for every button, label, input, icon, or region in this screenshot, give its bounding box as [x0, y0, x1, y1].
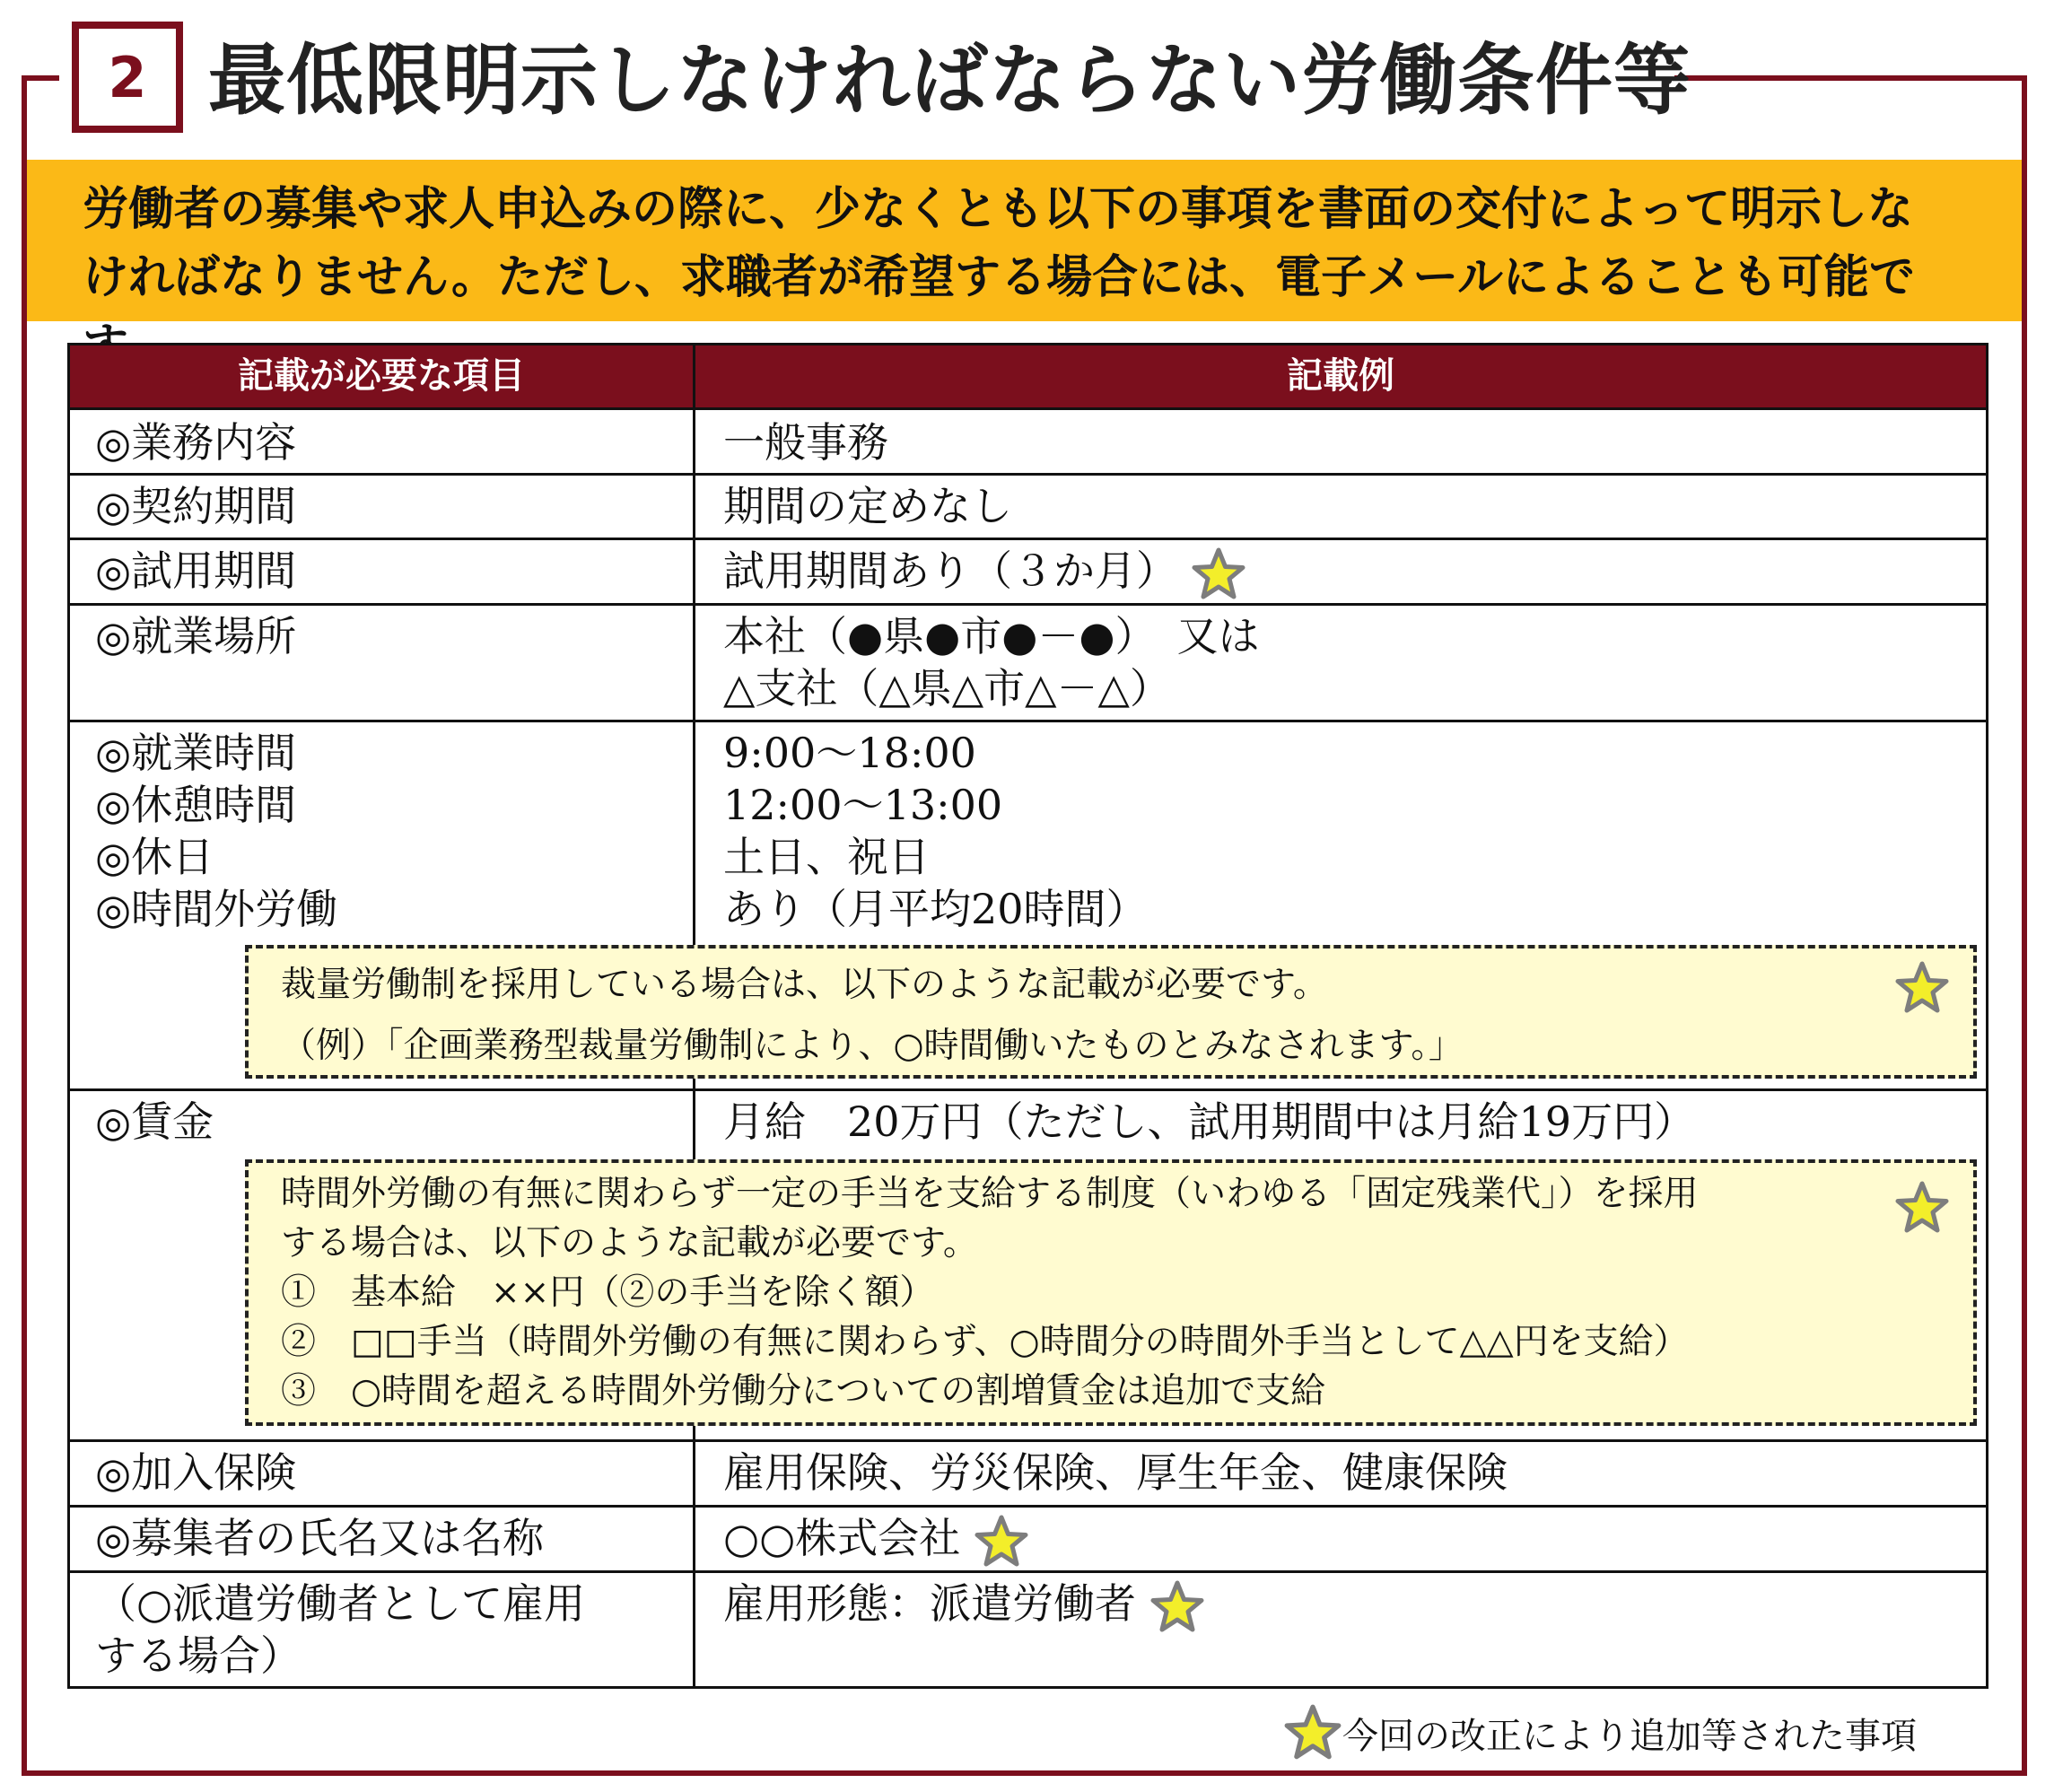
note-text: ② □□手当（時間外労働の有無に関わらず、○時間分の時間外手当として△△円を支給） — [281, 1322, 1689, 1362]
cell-text: ◎休憩時間 — [95, 781, 297, 829]
star-icon — [1894, 961, 1950, 1015]
table-row-example — [723, 1578, 1205, 1634]
cell-text: ◎賃金 — [95, 1097, 214, 1146]
cell-text: ◎試用期間 — [95, 546, 297, 595]
cell-text: 本社（●県●市●－●） 又は — [723, 612, 1260, 660]
table-row-item — [95, 1578, 585, 1682]
cell-text: 月給 20万円（ただし、試用期間中は月給19万円） — [723, 1097, 1696, 1146]
note-text: ③ ○時間を超える時間外労働分についての割増賃金は追加で支給 — [281, 1371, 1326, 1412]
intro-line-2: ければなりません。ただし、求職者が希望する場合には、電子メールによることも可能で — [83, 251, 1916, 304]
star-icon — [1149, 1580, 1205, 1634]
row-divider — [70, 1505, 1986, 1508]
cell-text: 試用期間あり（３か月） — [723, 546, 1177, 595]
cell-text: 土日、祝日 — [723, 833, 930, 881]
cell-text: ◎契約期間 — [95, 482, 297, 530]
cell-text: ○○株式会社 — [723, 1514, 961, 1562]
note-text: ① 基本給 ××円（②の手当を除く額） — [281, 1272, 935, 1313]
cell-text: ◎業務内容 — [95, 418, 297, 467]
cell-text: 一般事務 — [723, 418, 888, 467]
row-divider — [70, 603, 1986, 606]
table-row-example — [723, 1447, 1508, 1499]
table-row-example — [723, 416, 888, 468]
table-row-example — [723, 1096, 1695, 1148]
table-row-example — [723, 545, 1246, 601]
cell-text: ◎休日 — [95, 833, 214, 881]
intro-banner — [27, 160, 2022, 321]
table-row-example — [723, 610, 1260, 714]
cell-text: ◎加入保険 — [95, 1448, 297, 1497]
note-discretionary-labour — [245, 945, 1977, 1079]
table-row-item — [95, 480, 296, 532]
row-divider — [70, 720, 1986, 722]
row-divider — [70, 1088, 1986, 1091]
note-text: 時間外労働の有無に関わらず一定の手当を支給する制度（いわゆる「固定残業代」）を採用 — [281, 1174, 1699, 1214]
star-icon — [974, 1515, 1029, 1569]
row-divider — [70, 1439, 1986, 1442]
table-row-example — [723, 1512, 1029, 1569]
note-text: 裁量労働制を採用している場合は、以下のような記載が必要です。 — [281, 965, 1328, 1005]
note-text: する場合は、以下のような記載が必要です。 — [281, 1223, 978, 1263]
cell-text: 雇用保険、労災保険、厚生年金、健康保険 — [723, 1448, 1508, 1497]
table-row-item — [95, 727, 337, 935]
table-header — [70, 345, 1986, 410]
table-row-item — [95, 1096, 214, 1148]
row-divider — [70, 538, 1986, 540]
cell-text: ◎時間外労働 — [95, 885, 338, 933]
section-number: 2 — [72, 22, 183, 133]
intro-line-1: 労働者の募集や求人申込みの際に、少なくとも以下の事項を書面の交付によって明示しな — [83, 183, 1914, 236]
table-row-item — [95, 545, 296, 597]
star-icon — [1191, 547, 1246, 601]
cell-text: あり（月平均20時間） — [723, 885, 1148, 933]
header-item: 記載が必要な項目 — [238, 355, 525, 397]
row-divider — [70, 1570, 1986, 1573]
cell-text: 雇用形態：派遣労働者 — [723, 1579, 1136, 1628]
cell-text: ◎就業時間 — [95, 729, 297, 777]
star-icon — [1283, 1704, 1342, 1761]
table-row-item — [95, 1512, 544, 1564]
table-row-example — [723, 727, 1148, 935]
cell-text: する場合） — [95, 1631, 302, 1680]
conditions-table — [67, 343, 1988, 1689]
table-row-example — [723, 480, 1012, 532]
header-example: 記載例 — [1287, 355, 1394, 397]
table-row-item — [95, 610, 296, 662]
table-row-item — [95, 1447, 296, 1499]
cell-text: 期間の定めなし — [723, 482, 1012, 530]
star-icon — [1894, 1181, 1950, 1235]
note-text: （例）「企画業務型裁量労働制により、○時間働いたものとみなされます。」 — [281, 1026, 1464, 1066]
legend-text: 今回の改正により追加等された事項 — [1342, 1715, 1917, 1757]
cell-text: 12:00～13:00 — [723, 781, 1003, 829]
cell-text: △支社（△県△市△－△） — [723, 664, 1171, 712]
legend — [1283, 1701, 1917, 1764]
cell-text: （○派遣労働者として雇用 — [95, 1579, 586, 1628]
cell-text: ◎募集者の氏名又は名称 — [95, 1514, 545, 1562]
cell-text: ◎就業場所 — [95, 612, 297, 660]
table-row-item — [95, 416, 296, 468]
cell-text: 9:00～18:00 — [723, 729, 976, 777]
section-title: 最低限明示しなければならない労働条件等 — [208, 36, 1691, 126]
note-fixed-overtime — [245, 1159, 1977, 1426]
row-divider — [70, 473, 1986, 476]
